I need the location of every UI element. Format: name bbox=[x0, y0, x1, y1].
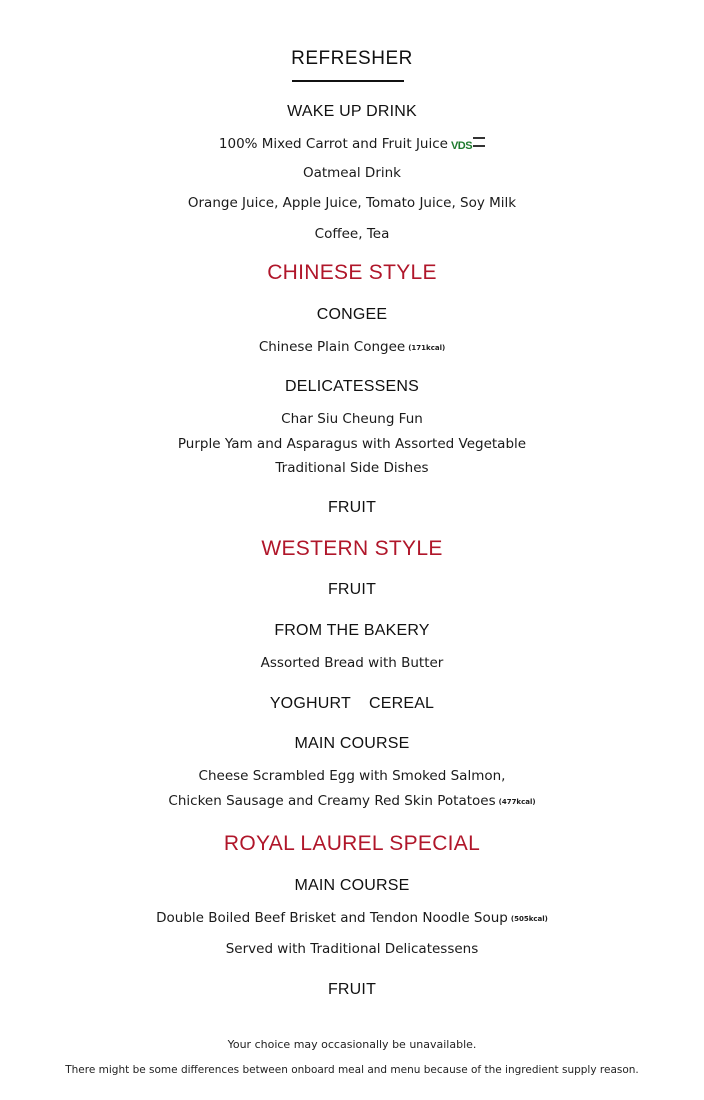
section-title-chinese: CHINESE STYLE bbox=[267, 261, 437, 284]
calorie-label: (477kcal) bbox=[498, 798, 536, 806]
yoghurt-cereal-heading bbox=[0, 695, 704, 713]
chinese-fruit-heading: FRUIT bbox=[327, 499, 377, 516]
calorie-label: (171kcal) bbox=[408, 344, 446, 352]
title-underline bbox=[292, 80, 404, 82]
section-title-royal-laurel: ROYAL LAUREL SPECIAL bbox=[223, 832, 481, 855]
calorie-label: (505kcal) bbox=[510, 915, 548, 923]
menu-item-juices: Orange Juice, Apple Juice, Tomato Juice, Soy Milk bbox=[187, 195, 517, 211]
menu-item-label: 100% Mixed Carrot and Fruit Juice bbox=[218, 136, 448, 152]
menu-item-label: Chicken Sausage and Creamy Red Skin Potatoes bbox=[168, 793, 496, 809]
menu-item-label: Chinese Plain Congee bbox=[258, 339, 406, 355]
western-fruit-heading: FRUIT bbox=[327, 581, 377, 598]
menu-item-scrambled-egg: Cheese Scrambled Egg with Smoked Salmon, bbox=[198, 768, 506, 784]
menu-item-carrot-juice bbox=[0, 136, 704, 152]
cereal-label: CEREAL bbox=[368, 695, 435, 712]
delicatessens-heading: DELICATESSENS bbox=[285, 378, 419, 395]
menu-item-coffee-tea: Coffee, Tea bbox=[314, 226, 390, 242]
yoghurt-label: YOGHURT bbox=[269, 695, 351, 712]
menu-item-label: Double Boiled Beef Brisket and Tendon Noodle Soup bbox=[156, 910, 508, 926]
availability-note: Your choice may occasionally be unavailable. bbox=[227, 1038, 477, 1051]
bakery-heading: FROM THE BAKERY bbox=[274, 622, 430, 639]
menu-item-served-with: Served with Traditional Delicatessens bbox=[225, 941, 479, 957]
page-title: REFRESHER bbox=[291, 48, 413, 69]
menu-item-sausage bbox=[0, 793, 704, 809]
menu-item-oatmeal: Oatmeal Drink bbox=[302, 165, 402, 181]
vds-badge-icon bbox=[451, 137, 485, 152]
menu-item-purple-yam: Purple Yam and Asparagus with Assorted Vegetable bbox=[177, 436, 527, 452]
western-main-course-heading: MAIN COURSE bbox=[294, 735, 410, 752]
menu-item-side-dishes: Traditional Side Dishes bbox=[275, 460, 429, 476]
menu-item-bread: Assorted Bread with Butter bbox=[260, 655, 444, 671]
wake-up-drink-heading: WAKE UP DRINK bbox=[287, 103, 417, 120]
congee-heading: CONGEE bbox=[316, 306, 388, 323]
menu-item-congee bbox=[0, 339, 704, 355]
menu-item-beef-brisket bbox=[0, 910, 704, 926]
menu-item-cheung-fun: Char Siu Cheung Fun bbox=[281, 411, 423, 427]
royal-fruit-heading: FRUIT bbox=[327, 981, 377, 998]
vds-badge-label: VDS bbox=[450, 140, 473, 152]
supply-note: There might be some differences between onboard meal and menu because of the ingredient supply reason. bbox=[65, 1064, 639, 1076]
section-title-western: WESTERN STYLE bbox=[261, 537, 443, 560]
royal-main-course-heading: MAIN COURSE bbox=[294, 877, 410, 894]
